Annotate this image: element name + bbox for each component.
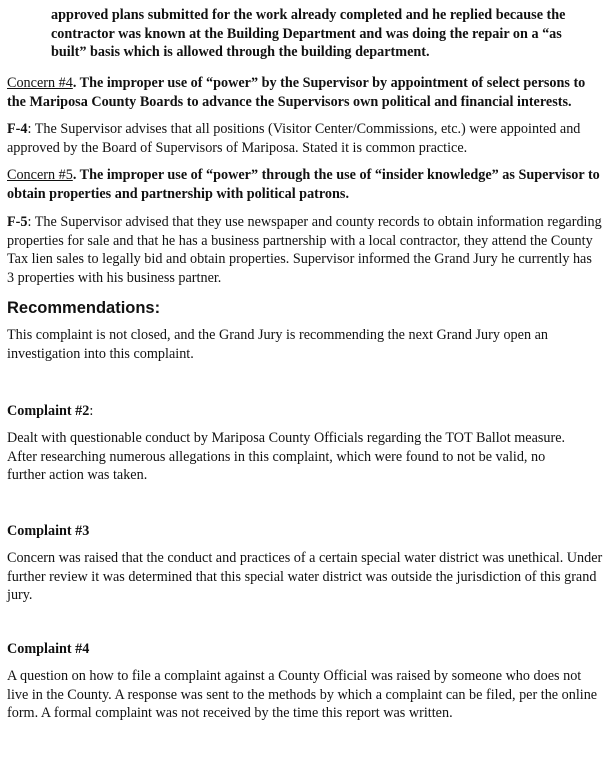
complaint-2-text: Dealt with questionable conduct by Mariposa County Officials regarding the TOT Ballot measure. After researching numerous allegations in this complaint, which were found to not be valid, no further action was taken. <box>7 430 566 483</box>
finding-5-text: : The Supervisor advised that they use newspaper and county records to obtain information regarding properties for sale and that he has a business partnership with a local contractor, they attend the County Tax lien sales to legally bid and obtain properties. Supervisor informed the Grand Jury he currently has 3 properties with his business partner. <box>7 214 602 286</box>
finding-4-text: : The Supervisor advises that all positions (Visitor Center/Commissions, etc.) were appointed and approved by the Board of Supervisors of Mariposa. Stated it is common practice. <box>7 121 581 156</box>
recommendations-text: This complaint is not closed, and the Grand Jury is recommending the next Grand Jury open an investigation into this complaint. <box>7 327 548 362</box>
concern-5-paragraph <box>7 166 602 203</box>
complaint-3-text: Concern was raised that the conduct and practices of a certain special water district was unethical. Under further review it was determined that this special water district was outside the jurisdiction of this grand jury. <box>7 550 603 603</box>
concern-4-text: . The improper use of “power” by the Supervisor by appointment of select persons to the Mariposa County Boards to advance the Supervisors own political and financial interests. <box>7 75 586 110</box>
finding-5-label: F-5 <box>7 214 28 230</box>
recommendations-heading: Recommendations: <box>7 299 161 317</box>
finding-4-paragraph <box>7 120 602 157</box>
concern-5-text: . The improper use of “power” through the use of “insider knowledge” as Supervisor to obtain properties and partnership with political patrons. <box>7 167 600 202</box>
complaint-4-text: A question on how to file a complaint against a County Official was raised by someone who does not live in the County. A response was sent to the methods by which a complaint can be filed, per the online form. A formal complaint was not received by the time this report was written. <box>7 668 598 721</box>
finding-4-label: F-4 <box>7 121 28 137</box>
complaint-2-heading: Complaint #2: <box>7 403 94 419</box>
concern-5-label: Concern #5 <box>7 167 73 183</box>
intro-paragraph <box>51 6 591 62</box>
intro-text: approved plans submitted for the work already completed and he replied because the contractor was known at the Building Department and was doing the repair on a “as built” basis which is allowed through the building department. <box>51 7 566 60</box>
complaint-3-heading: Complaint #3 <box>7 523 90 539</box>
complaint-4-heading: Complaint #4 <box>7 641 90 657</box>
finding-5-paragraph <box>7 213 602 287</box>
concern-4-paragraph <box>7 74 602 111</box>
concern-4-label: Concern #4 <box>7 75 73 91</box>
